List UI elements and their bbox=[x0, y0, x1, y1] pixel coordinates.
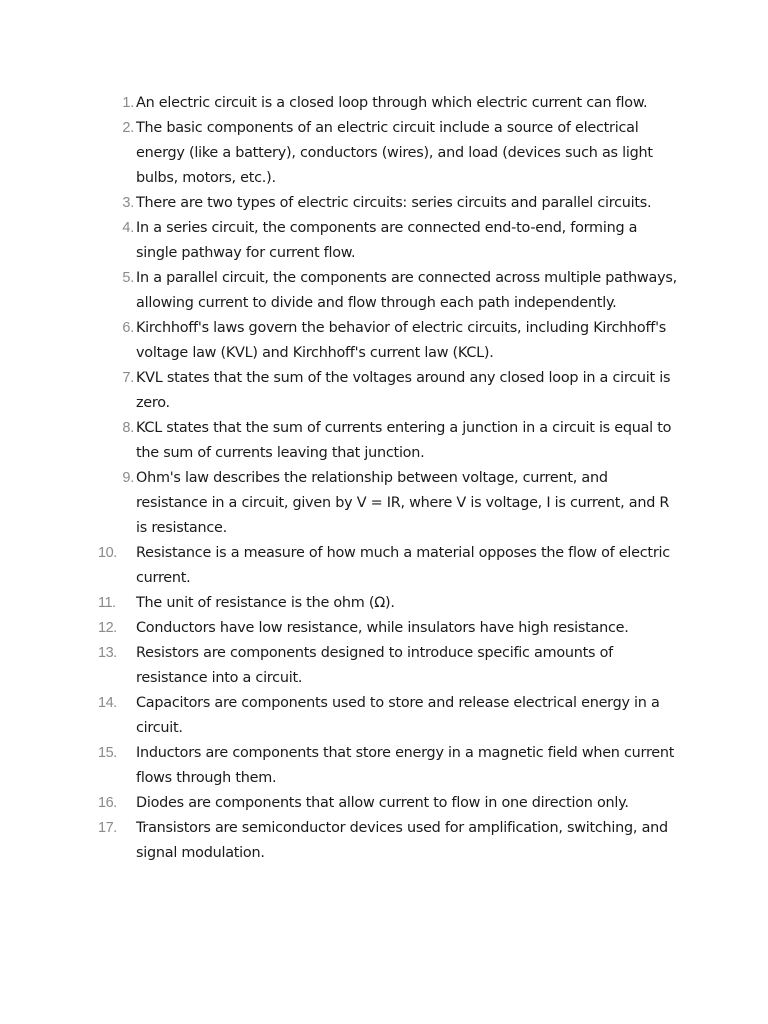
list-item-number: 6. bbox=[122, 320, 134, 336]
list-item-number: 4. bbox=[122, 220, 134, 236]
list-item-text: KVL states that the sum of the voltages around any closed loop in a circuit is zero. bbox=[136, 370, 671, 411]
list-item-number: 3. bbox=[122, 195, 134, 211]
list-item-number: 12. bbox=[98, 620, 117, 636]
list-item-text: Transistors are semiconductor devices used for amplification, switching, and signal modulation. bbox=[136, 820, 668, 861]
numbered-list bbox=[0, 91, 768, 866]
list-item-text: In a series circuit, the components are connected end-to-end, forming a single pathway for current flow. bbox=[136, 220, 638, 261]
list-item bbox=[0, 266, 768, 316]
list-item-text: Kirchhoff's laws govern the behavior of electric circuits, including Kirchhoff's voltage law (KVL) and Kirchhoff's current law (KCL). bbox=[136, 320, 667, 361]
list-item bbox=[0, 591, 768, 616]
list-item bbox=[0, 616, 768, 641]
list-item bbox=[0, 791, 768, 816]
list-item-text: Resistors are components designed to introduce specific amounts of resistance into a circuit. bbox=[136, 645, 613, 686]
list-item-number: 17. bbox=[98, 820, 117, 836]
list-item bbox=[0, 366, 768, 416]
list-item-number: 9. bbox=[122, 470, 134, 486]
list-item-text: Capacitors are components used to store and release electrical energy in a circuit. bbox=[136, 695, 660, 736]
list-item-number: 16. bbox=[98, 795, 117, 811]
list-item-text: Resistance is a measure of how much a material opposes the flow of electric current. bbox=[136, 545, 670, 586]
list-item-text: Inductors are components that store energy in a magnetic field when current flows through them. bbox=[136, 745, 675, 786]
list-item bbox=[0, 741, 768, 791]
list-item bbox=[0, 191, 768, 216]
list-item bbox=[0, 816, 768, 866]
list-item bbox=[0, 466, 768, 541]
list-item-number: 10. bbox=[98, 545, 117, 561]
list-item bbox=[0, 316, 768, 366]
list-item-text: There are two types of electric circuits: series circuits and parallel circuits. bbox=[136, 195, 652, 211]
list-item-number: 2. bbox=[122, 120, 134, 136]
list-item bbox=[0, 416, 768, 466]
list-item-number: 5. bbox=[122, 270, 134, 286]
list-item bbox=[0, 216, 768, 266]
list-item-text: Diodes are components that allow current to flow in one direction only. bbox=[136, 795, 629, 811]
list-item-text: The basic components of an electric circuit include a source of electrical energy (like a battery), conductors (wires), and load (devices such as light bulbs, motors, etc.). bbox=[136, 120, 653, 186]
list-item bbox=[0, 116, 768, 191]
list-item bbox=[0, 541, 768, 591]
list-item-text: Ohm's law describes the relationship between voltage, current, and resistance in a circuit, given by V = IR, where V is voltage, I is current, and R is resistance. bbox=[136, 470, 670, 536]
list-item bbox=[0, 641, 768, 691]
list-item-text: An electric circuit is a closed loop through which electric current can flow. bbox=[136, 95, 648, 111]
list-item-text: KCL states that the sum of currents entering a junction in a circuit is equal to the sum of currents leaving that junction. bbox=[136, 420, 672, 461]
list-item-number: 14. bbox=[98, 695, 117, 711]
list-item-text: Conductors have low resistance, while insulators have high resistance. bbox=[136, 620, 629, 636]
list-item-number: 13. bbox=[98, 645, 117, 661]
list-item-text: The unit of resistance is the ohm (Ω). bbox=[136, 595, 395, 611]
list-item bbox=[0, 691, 768, 741]
list-item-number: 1. bbox=[122, 95, 134, 111]
list-item-number: 7. bbox=[122, 370, 134, 386]
list-item-number: 15. bbox=[98, 745, 117, 761]
list-item-number: 11. bbox=[98, 595, 116, 611]
list-item-text: In a parallel circuit, the components are connected across multiple pathways, allowing current to divide and flow through each path independently. bbox=[136, 270, 677, 311]
list-item bbox=[0, 91, 768, 116]
list-item-number: 8. bbox=[122, 420, 134, 436]
